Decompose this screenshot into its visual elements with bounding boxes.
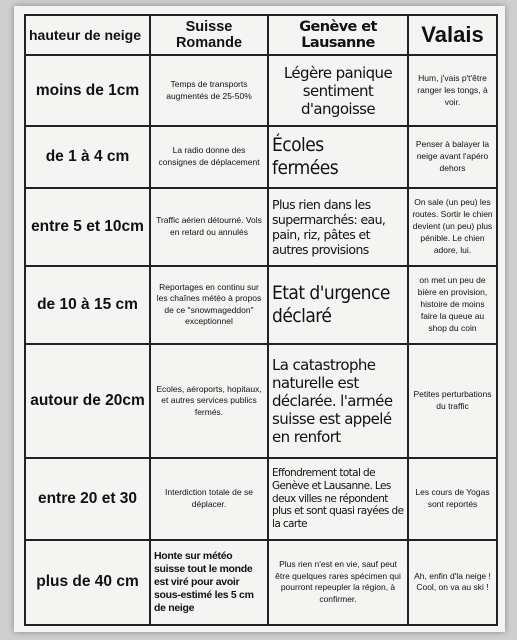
- valais-cell: On sale (un peu) les routes. Sortir le chien devient (un peu) plus pénible. Le chien adore, lui.: [408, 188, 497, 266]
- suisse-romande-cell: Traffic aérien détourné. Vols en retard ou annulés: [150, 188, 268, 266]
- header-valais: Valais: [408, 15, 497, 55]
- geneve-lausanne-cell: [268, 266, 408, 344]
- table-row: [25, 458, 497, 540]
- level-cell: entre 5 et 10cm: [25, 188, 150, 266]
- header-suisse-romande: Suisse Romande: [150, 15, 268, 55]
- header-row: [25, 15, 497, 55]
- table-row: [25, 188, 497, 266]
- geneve-lausanne-cell: La catastrophe naturelle est déclarée. l'armée suisse est appelé en renfort: [268, 344, 408, 458]
- suisse-romande-cell: Temps de transports augmentés de 25-50%: [150, 55, 268, 126]
- header-snow-height: hauteur de neige: [25, 15, 150, 55]
- suisse-romande-cell: Ecoles, aéroports, hopitaux, et autres services publics fermés.: [150, 344, 268, 458]
- level-cell: de 1 à 4 cm: [25, 126, 150, 187]
- geneve-lausanne-cell: Effondrement total de Genève et Lausanne. Les deux villes ne répondent plus et sont quasi rayées de la carte: [268, 458, 408, 540]
- header-geneve-lausanne: Genève et Lausanne: [268, 15, 408, 55]
- valais-cell: Penser à balayer la neige avant l'apéro dehors: [408, 126, 497, 187]
- table-row: [25, 126, 497, 187]
- valais-cell: Hum, j'vais p't'être ranger les tongs, à voir.: [408, 55, 497, 126]
- paper-sheet: [14, 6, 505, 632]
- geneve-lausanne-cell: Légère panique sentiment d'angoisse: [268, 55, 408, 126]
- level-cell: plus de 40 cm: [25, 540, 150, 625]
- table-row: [25, 344, 497, 458]
- geneve-lausanne-cell: Plus rien n'est en vie, sauf peut être quelques rares spécimen qui pourront repeupler la région, à confirmer.: [268, 540, 408, 625]
- suisse-romande-cell: Reportages en continu sur les chaînes météo à propos de ce "snowmageddon" exceptionnel: [150, 266, 268, 344]
- geneve-lausanne-cell: [268, 126, 408, 187]
- snow-height-table: [24, 14, 498, 626]
- level-cell: moins de 1cm: [25, 55, 150, 126]
- geneve-lausanne-text: Écoles fermées: [272, 134, 339, 179]
- table-row: [25, 266, 497, 344]
- geneve-lausanne-cell: Plus rien dans les supermarchés: eau, pain, riz, pâtes et autres provisions: [268, 188, 408, 266]
- suisse-romande-cell: La radio donne des consignes de déplacement: [150, 126, 268, 187]
- geneve-lausanne-text: Etat d'urgence déclaré: [272, 282, 390, 327]
- suisse-romande-cell: Honte sur météo suisse tout le monde est viré pour avoir sous-estimé les 5 cm de neige: [150, 540, 268, 625]
- valais-cell: Les cours de Yogas sont reportés: [408, 458, 497, 540]
- table-row: [25, 540, 497, 625]
- level-cell: autour de 20cm: [25, 344, 150, 458]
- level-cell: de 10 à 15 cm: [25, 266, 150, 344]
- valais-cell: Petites perturbations du traffic: [408, 344, 497, 458]
- level-cell: entre 20 et 30: [25, 458, 150, 540]
- table-row: [25, 55, 497, 126]
- valais-cell: on met un peu de bière en provision, histoire de moins faire la queue au shop du coin: [408, 266, 497, 344]
- valais-cell: Ah, enfin d'la neige ! Cool, on va au ski !: [408, 540, 497, 625]
- suisse-romande-cell: Interdiction totale de se déplacer.: [150, 458, 268, 540]
